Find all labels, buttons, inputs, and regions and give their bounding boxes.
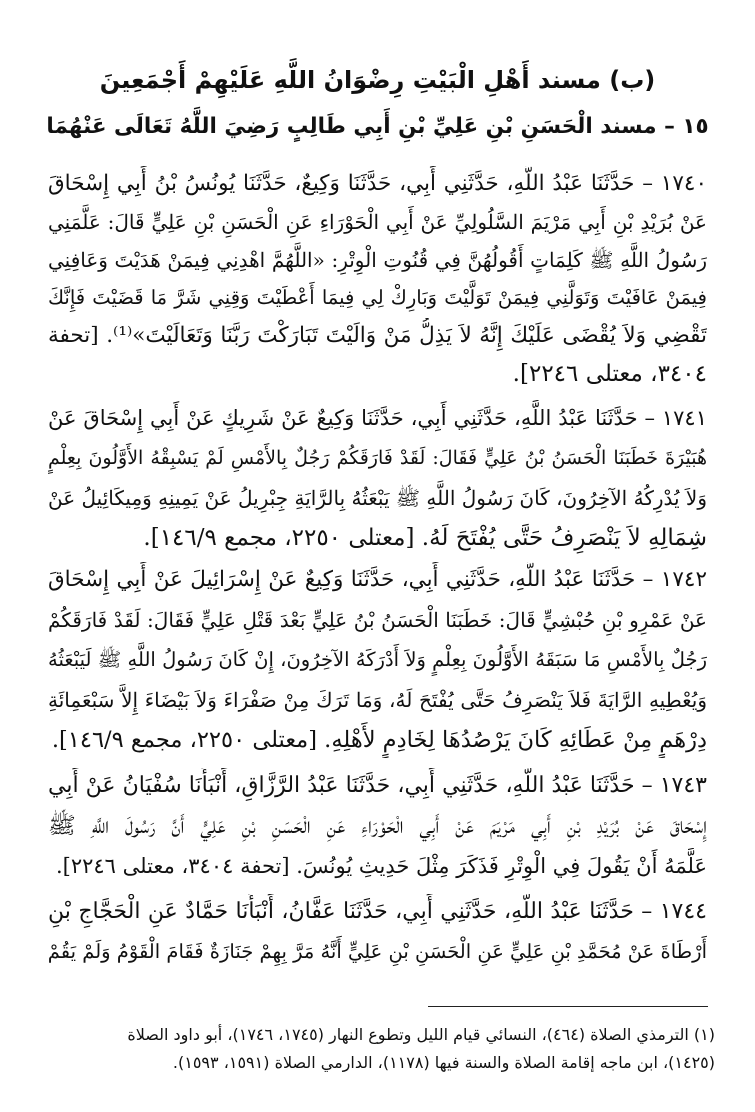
hadith-1742-line: وَيُعْطِيهِ الرَّايَةَ فَلاَ يَنْصَرِفُ حَتَّى يُفْتَحَ لَهُ، وَمَا تَرَكَ مِنْ صَفْرَاءَ وَلاَ بَيْضَاءَ إِلاَّ سَبْعَمِائَةِ — [48, 688, 707, 712]
footnote-divider — [428, 1006, 708, 1007]
hadith-1740-line: رَسُولُ اللَّهِ ﷺ كَلِمَاتٍ أَقُولُهُنَّ فِي قُنُوتِ الْوِتْرِ: «اللَّهُمَّ اهْدِنِي فِيمَنْ هَدَيْتَ وَعَافِنِي — [48, 248, 707, 272]
hadith-1740-line: تَقْضِي وَلاَ يُقْضَى عَلَيْكَ إِنَّهُ لاَ يَذِلُّ مَنْ وَالَيْتَ تَبَارَكْتَ رَبَّنَا وَتَعَالَيْتَ»⁽¹⁾. [تحفة — [48, 323, 707, 348]
footnote-1: (١) الترمذي الصلاة (٤٦٤)، النسائي قيام الليل وتطوع النهار (١٧٤٥، ١٧٤٦)، أبو داود الصلاة — [127, 1025, 715, 1044]
hadith-1740-reference: ٣٤٠٤، معتلى ٢٢٤٦]. — [512, 361, 707, 387]
hadith-1740-line: عَنْ بُرَيْدِ بْنِ أَبِي مَرْيَمَ السَّلُولِيِّ عَنْ أَبِي الْحَوْرَاءِ عَنِ الْحَسَنِ بْنِ عَلِيٍّ قَالَ: عَلَّمَنِي — [48, 210, 707, 234]
hadith-1741-reference: شِمَالِهِ لاَ يَنْصَرِفُ حَتَّى يُفْتَحَ لَهُ. [معتلى ٢٢٥٠، مجمع ١٤٦/٩]. — [143, 525, 707, 551]
hadith-1742-line: ١٧٤٢ – حَدَّثَنَا عَبْدُ اللَّهِ، حَدَّثَنِي أَبِي، حَدَّثَنَا وَكِيعٌ عَنْ إِسْرَائِيلَ عَنْ أَبِي إِسْحَاقَ — [48, 567, 707, 592]
hadith-1743-reference: عَلَّمَهُ أَنْ يَقُولَ فِي الْوِتْرِ فَذَكَرَ مِثْلَ حَدِيثِ يُونُسَ. [تحفة ٣٤٠٤، معتلى ٢٢٤٦]. — [55, 854, 707, 878]
hadith-1743-line: إِسْحَاقَ عَنْ بُرَيْدِ بْنِ أَبِي مَرْيَمَ عَنْ أَبِي الْحَوْرَاءِ عَنِ الْحَسَنِ بْنِ عَلِيٍّ أَنَّ رَسُولَ اللَّهِ ﷺ — [48, 813, 707, 839]
hadith-1744-line: ١٧٤٤ – حَدَّثَنَا عَبْدُ اللَّهِ، حَدَّثَنِي أَبِي، حَدَّثَنَا عَفَّانُ، أَنْبَأَنَا حَمَّادٌ عَنِ الْحَجَّاجِ بْنِ — [48, 899, 707, 924]
footnote-1-continued: (١٤٢٥)، ابن ماجه إقامة الصلاة والسنة فيها (١١٧٨)، الدارمي الصلاة (١٥٩١، ١٥٩٣). — [172, 1053, 715, 1072]
hadith-1741-line: ١٧٤١ – حَدَّثَنَا عَبْدُ اللَّهِ، حَدَّثَنِي أَبِي، حَدَّثَنَا وَكِيعٌ عَنْ شَرِيكٍ عَنْ أَبِي إِسْحَاقَ عَنْ — [48, 406, 707, 430]
hadith-1740-line: فِيمَنْ عَافَيْتَ وَتَوَلَّنِي فِيمَنْ تَوَلَّيْتَ وَبَارِكْ لِي فِيمَا أَعْطَيْتَ وَقِنِي شَرَّ مَا قَضَيْتَ فَإِنَّكَ — [48, 286, 707, 309]
hadith-1742-line: رَجُلٌ بِالأَمْسِ مَا سَبَقَهُ الأَوَّلُونَ بِعِلْمٍ وَلاَ أَدْرَكَهُ الآخِرُونَ، إِنْ كَانَ رَسُولُ اللَّهِ ﷺ لَيَبْعَثُهُ — [48, 648, 707, 671]
hadith-1744-line: أَرْطَاةَ عَنْ مُحَمَّدِ بْنِ عَلِيٍّ عَنِ الْحَسَنِ بْنِ عَلِيٍّ أَنَّهُ مَرَّ بِهِمْ جَنَازَةٌ فَقَامَ الْقَوْمُ وَلَمْ يَقُمْ — [48, 940, 707, 963]
hadith-1742-reference: دِرْهَمٍ مِنْ عَطَائِهِ كَانَ يَرْصُدُهَا لِخَادِمٍ لأَهْلِهِ. [معتلى ٢٢٥٠، مجمع ١٤٦/٩]. — [51, 727, 707, 753]
hadith-1741-line: هُبَيْرَةَ خَطَبَنَا الْحَسَنُ بْنُ عَلِيٍّ فَقَالَ: لَقَدْ فَارَقَكُمْ رَجُلٌ بِالأَمْسِ لَمْ يَسْبِقْهُ الأَوَّلُونَ بِعِلْمٍ — [48, 447, 707, 469]
subsection-heading: ١٥ – مسند الْحَسَنِ بْنِ عَلِيِّ بْنِ أَبِي طَالِبٍ رَضِيَ اللَّهُ تَعَالَى عَنْهُمَا — [46, 114, 709, 139]
hadith-1741-line: وَلاَ يُدْرِكُهُ الآخِرُونَ، كَانَ رَسُولُ اللَّهِ ﷺ يَبْعَثُهُ بِالرَّايَةِ جِبْرِيلُ عَنْ يَمِينِهِ وَمِيكَائِيلُ عَنْ — [48, 486, 707, 510]
hadith-1742-line: عَنْ عَمْرِو بْنِ حُبْشِيٍّ قَالَ: خَطَبَنَا الْحَسَنُ بْنُ عَلِيٍّ بَعْدَ قَتْلِ عَلِيٍّ فَقَالَ: لَقَدْ فَارَقَكُمْ — [48, 608, 707, 632]
section-heading: (ب) مسند أَهْلِ الْبَيْتِ رِضْوَانُ اللَّهِ عَلَيْهِمْ أَجْمَعِينَ — [99, 66, 656, 94]
hadith-1740-line: ١٧٤٠ – حَدَّثَنَا عَبْدُ اللَّهِ، حَدَّثَنِي أَبِي، حَدَّثَنَا وَكِيعٌ، حَدَّثَنَا يُونُسُ بْنُ أَبِي إِسْحَاقَ — [48, 171, 707, 196]
hadith-1743-line: ١٧٤٣ – حَدَّثَنَا عَبْدُ اللَّهِ، حَدَّثَنِي أَبِي، حَدَّثَنَا عَبْدُ الرَّزَّاقِ، أَنْبَأَنَا سُفْيَانُ عَنْ أَبِي — [48, 773, 707, 798]
